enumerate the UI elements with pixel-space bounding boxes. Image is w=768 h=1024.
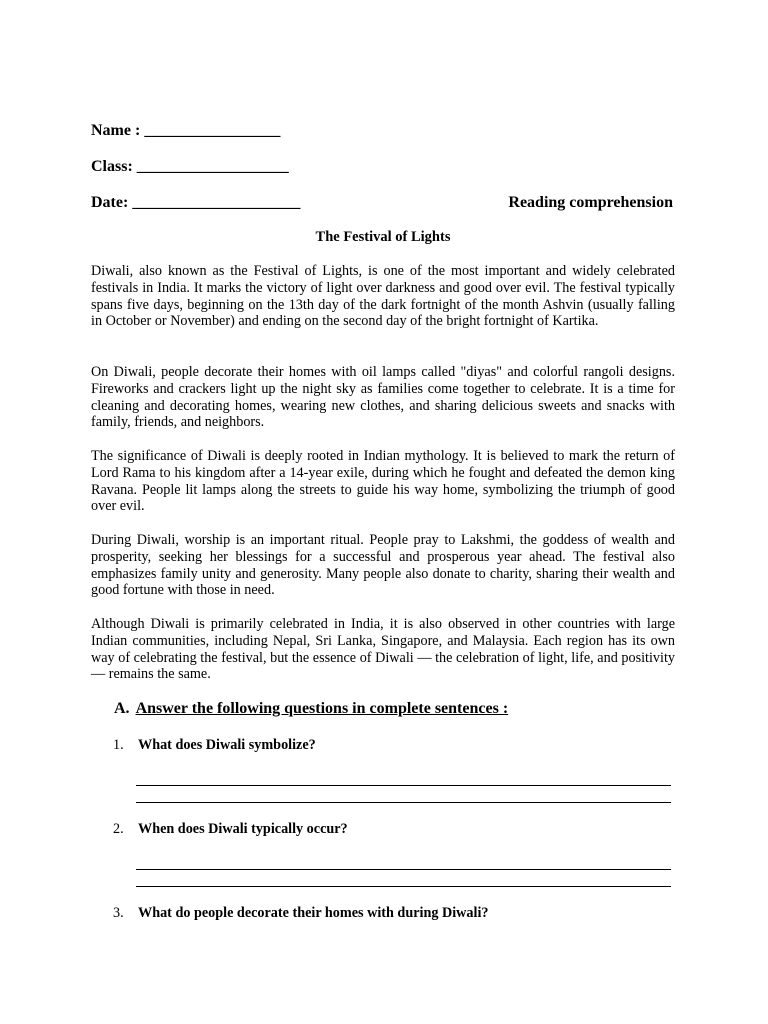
class-field-label: Class: ___________________	[91, 158, 289, 175]
question-number: 3.	[113, 905, 124, 921]
passage-paragraph-3: The significance of Diwali is deeply rooted in Indian mythology. It is believed to mark the return of Lord Rama to his kingdom after a 14-year exile, during which he fought and defeated the demon king Ravana. People lit lamps along the streets to guide his way home, symbolizing the triumph of good over evil.	[91, 448, 675, 515]
question-2	[113, 821, 348, 838]
question-number: 1.	[113, 737, 124, 753]
passage-paragraph-2: On Diwali, people decorate their homes with oil lamps called "diyas" and colorful rangoli designs. Fireworks and crackers light up the night sky as families come together to celebrate. It is a time for cleaning and decorating homes, wearing new clothes, and sharing delicious sweets and snacks with family, friends, and neighbors.	[91, 364, 675, 431]
section-a-heading	[114, 700, 508, 718]
passage-title: The Festival of Lights	[315, 229, 451, 245]
answer-line-q2-2[interactable]	[136, 886, 671, 887]
question-number: 2.	[113, 821, 124, 837]
question-3	[113, 905, 488, 922]
date-field-label: Date: _____________________	[91, 194, 301, 211]
question-1	[113, 737, 316, 754]
name-field-label: Name : _________________	[91, 122, 281, 139]
section-letter: A.	[114, 700, 130, 717]
worksheet-type-label: Reading comprehension	[508, 194, 673, 211]
question-text: What does Diwali symbolize?	[138, 737, 316, 753]
answer-line-q2-1[interactable]	[136, 869, 671, 870]
answer-line-q1-1[interactable]	[136, 785, 671, 786]
passage-paragraph-1: Diwali, also known as the Festival of Lights, is one of the most important and widely celebrated festivals in India. It marks the victory of light over darkness and good over evil. The festival typically spans five days, beginning on the 13th day of the dark fortnight of the month Ashvin (usually falling in October or November) and ending on the second day of the bright fortnight of Kartika.	[91, 263, 675, 330]
question-text: When does Diwali typically occur?	[138, 821, 348, 837]
question-text: What do people decorate their homes with during Diwali?	[138, 905, 489, 921]
answer-line-q1-2[interactable]	[136, 802, 671, 803]
passage-paragraph-5: Although Diwali is primarily celebrated in India, it is also observed in other countries with large Indian communities, including Nepal, Sri Lanka, Singapore, and Malaysia. Each region has its own way of celebrating the festival, but the essence of Diwali — the celebration of light, life, and positivity — remains the same.	[91, 616, 675, 683]
passage-paragraph-4: During Diwali, worship is an important ritual. People pray to Lakshmi, the goddess of wealth and prosperity, seeking her blessings for a successful and prosperous year ahead. The festival also emphasizes family unity and generosity. Many people also donate to charity, sharing their wealth and good fortune with those in need.	[91, 532, 675, 599]
section-heading-text: Answer the following questions in complete sentences :	[135, 700, 509, 717]
